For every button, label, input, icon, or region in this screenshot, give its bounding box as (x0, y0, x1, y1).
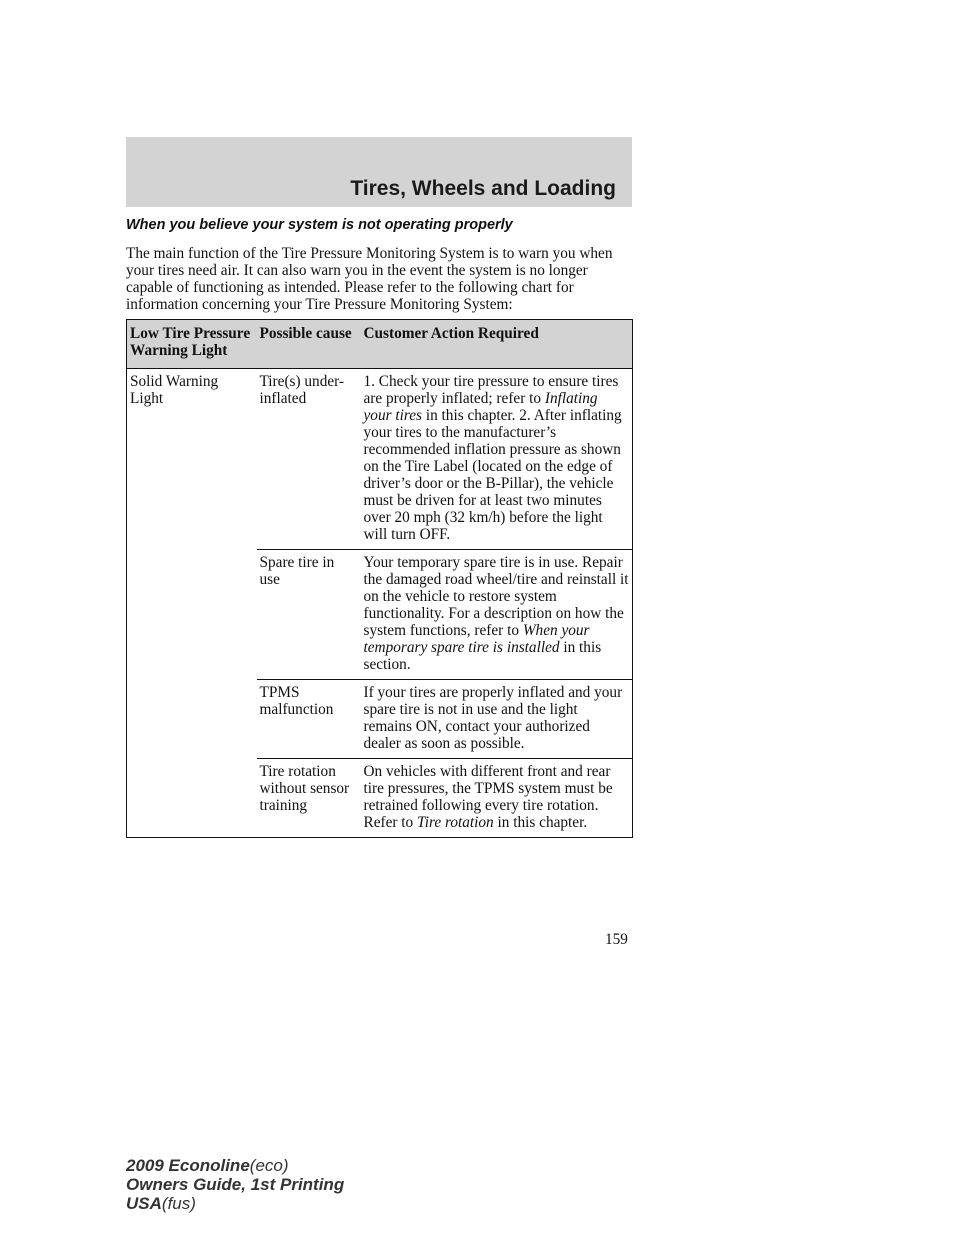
cause-cell: TPMS malfunction (257, 680, 361, 759)
footer-line-model (126, 1156, 344, 1175)
page-number: 159 (605, 931, 628, 948)
footer-model: 2009 Econoline (126, 1156, 250, 1175)
footer-guide: Owners Guide, 1st Printing (126, 1175, 345, 1194)
table-header-row (127, 320, 633, 369)
intro-paragraph: The main function of the Tire Pressure Monitoring System is to warn you when your tires need air. It can also warn you in the event the system is no longer capable of functioning as intended. Please refer to the following chart for information concerning your Tire Pressure Monitoring System: (126, 245, 613, 313)
header-warning-light: Low Tire Pressure Warning Light (127, 320, 257, 369)
cause-cell: Tire(s) under-inflated (259, 373, 345, 407)
action-text: If your tires are properly inflated and your spare tire is not in use and the light remains ON, contact your authorized dealer as soon as possible. (363, 684, 623, 752)
cause-cell: Spare tire in use (257, 550, 361, 680)
header-possible-cause: Possible cause (257, 320, 361, 369)
action-cell (361, 550, 633, 680)
header-customer-action: Customer Action Required (361, 320, 633, 369)
action-text: Your temporary spare tire is in use. Repair the damaged road wheel/tire and reinstall it on the vehicle to restore system functionality. For a description on how the system functions, refer to (363, 554, 629, 639)
section-heading: When you believe your system is not operating properly (126, 217, 513, 233)
footer-market-code: (fus) (161, 1194, 196, 1213)
footer-line-guide (126, 1175, 344, 1194)
cause-cell: Tire rotation without sensor training (257, 759, 361, 838)
footer-market: USA (126, 1194, 162, 1213)
footer-line-market (126, 1194, 344, 1213)
cross-reference: Inflating your tires (363, 390, 598, 424)
action-text: 1. Check your tire pressure to ensure tires are properly inflated; refer to (363, 373, 619, 407)
action-text: in this chapter. (493, 814, 588, 831)
cross-reference: When your temporary spare tire is installed (363, 622, 590, 656)
chapter-header-band (126, 137, 632, 207)
tpms-chart-table (126, 319, 633, 838)
footer-model-code: (eco) (249, 1156, 289, 1175)
action-text: in this chapter. 2. After inflating your tires to the manufacturer’s recommended inflation pressure as shown on the Tire Label (located on the edge of driver’s door or the B-Pillar), the vehicle must be driven for at least two minutes over 20 mph (32 km/h) before the light will turn OFF. (363, 407, 622, 543)
action-text: On vehicles with different front and rear tire pressures, the TPMS system must be retrained following every tire rotation. Refer to (363, 763, 613, 831)
action-cell (361, 759, 633, 838)
action-text: in this section. (363, 639, 602, 673)
action-cell (361, 369, 633, 550)
action-cell (361, 680, 633, 759)
table-row (127, 369, 633, 550)
cross-reference: Tire rotation (417, 814, 494, 831)
print-footer (126, 1156, 344, 1213)
chapter-title: Tires, Wheels and Loading (350, 177, 616, 200)
warning-light-cell: Solid Warning Light (130, 373, 219, 407)
